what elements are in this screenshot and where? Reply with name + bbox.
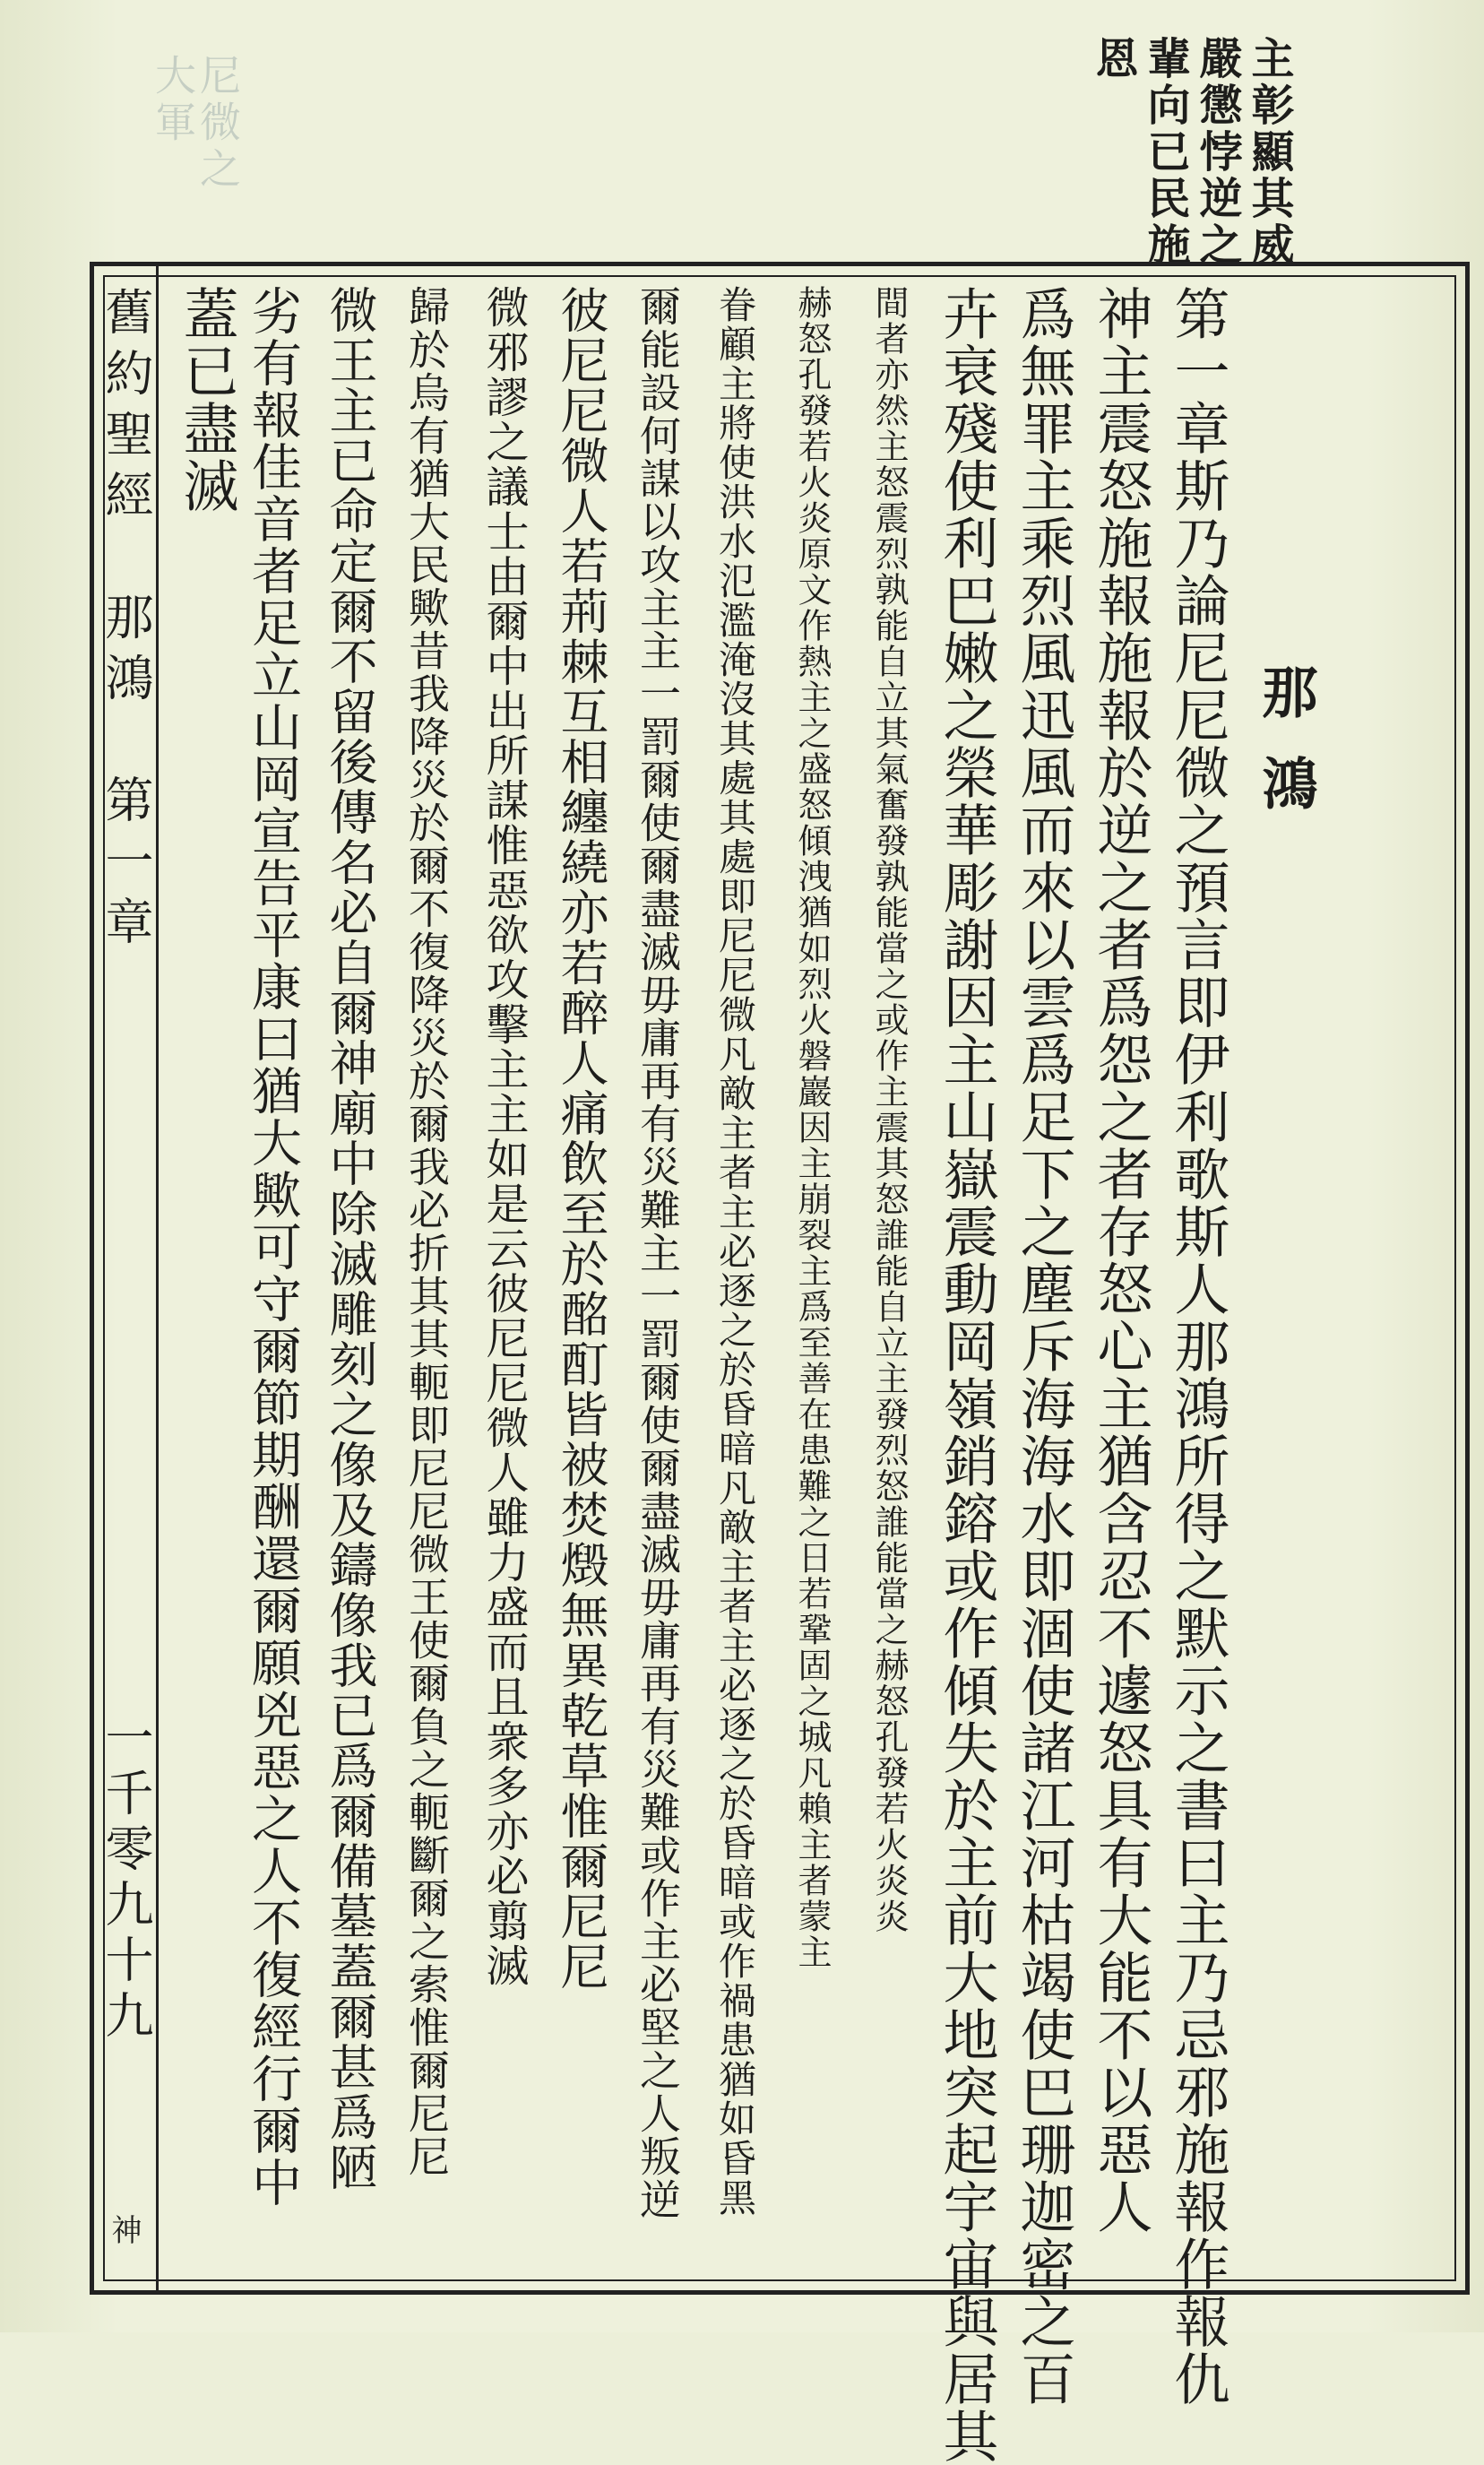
section-name: 那鴻 bbox=[98, 592, 154, 714]
page-title: 那鴻 bbox=[1253, 663, 1318, 846]
page-number: 一千零九十九 bbox=[98, 1712, 154, 2046]
chapter-label: 第一章 bbox=[98, 774, 154, 957]
top-note-col-1: 主彰顯其威 bbox=[1244, 36, 1294, 269]
book-title: 舊約聖經 bbox=[98, 287, 154, 531]
body-column-7: 眷顧主將使洪水氾濫淹沒其處其處即尼尼微凡敵主者主必逐之於昏暗凡敵主者主必逐之於昏暗或作禍患猶如昏黑 bbox=[713, 285, 757, 2218]
margin-divider bbox=[156, 262, 159, 2295]
top-note-col-3: 輩向已民施 bbox=[1140, 36, 1190, 269]
body-column-4: 卉衰殘使利巴嫩之榮華彫謝因主山嶽震動岡嶺銷鎔或作傾失於主前大地突起宇宙與居其 bbox=[934, 285, 999, 2465]
body-column-11: 歸於烏有猶大民歟昔我降災於爾不復降災於爾我必折其其軛即尼尼微王使爾負之軛斷爾之索惟爾尼尼 bbox=[402, 285, 451, 2178]
top-note-col-2: 嚴懲悖逆之 bbox=[1192, 36, 1242, 269]
body-column-3: 爲無罪主乘烈風迅風而來以雲爲足下之塵斥海海水即涸使諸江河枯竭使巴珊迦密之百 bbox=[1011, 285, 1076, 2408]
body-column-1: 第一章斯乃論尼尼微之預言即伊利歌斯人那鴻所得之默示之書曰主乃忌邪施報作報仇 bbox=[1165, 285, 1230, 2408]
body-column-8: 爾能設何謀以攻主主一罰爾使爾盡滅毋庸再有災難主一罰爾使爾盡滅毋庸再有災難或作主必堅之人叛逆 bbox=[634, 285, 682, 2221]
bleed-through-mark: 尼微之 bbox=[194, 54, 242, 194]
body-column-10: 微邪謬之議士由爾中出所謀惟惡欲攻擊主主如是云彼尼尼微人雖力盛而且衆多亦必翦滅 bbox=[479, 285, 529, 1988]
body-column-6: 赫怒孔發若火炎原文作熱主之盛怒傾洩猶如烈火磐巖因主崩裂主爲至善在患難之日若鞏固之城凡賴主者蒙主 bbox=[792, 285, 832, 1970]
top-note-col-4: 恩 bbox=[1088, 36, 1138, 82]
body-column-14: 蓋已盡滅 bbox=[174, 285, 239, 515]
body-column-9: 彼尼尼微人若荊棘互相纏繞亦若醉人痛飲至於酩酊皆被焚燬無異乾草惟爾尼尼 bbox=[553, 285, 609, 1992]
body-column-5: 間者亦然主怒震烈孰能自立其氣奮發孰能當之或作主震其怒誰能自立主發烈怒誰能當之赫怒孔發若火炎炎 bbox=[869, 285, 909, 1934]
bleed-through-mark: 大軍 bbox=[149, 54, 197, 147]
body-column-2: 神主震怒施報施報於逆之者爲怨之者存怒心主猶含忍不遽怒具有大能不以惡人 bbox=[1088, 285, 1153, 2236]
body-column-13: 劣有報佳音者足立山岡宣告平康曰猶大歟可守爾節期酬還爾願兇惡之人不復經行爾中 bbox=[244, 285, 302, 2209]
margin-running-head bbox=[99, 287, 152, 957]
body-column-12: 微王主已命定爾不留後傳名必自爾神廟中除滅雕刻之像及鑄像我已爲爾備墓蓋爾甚爲陋 bbox=[322, 285, 378, 2193]
foot-mark: 神 bbox=[106, 2214, 142, 2244]
